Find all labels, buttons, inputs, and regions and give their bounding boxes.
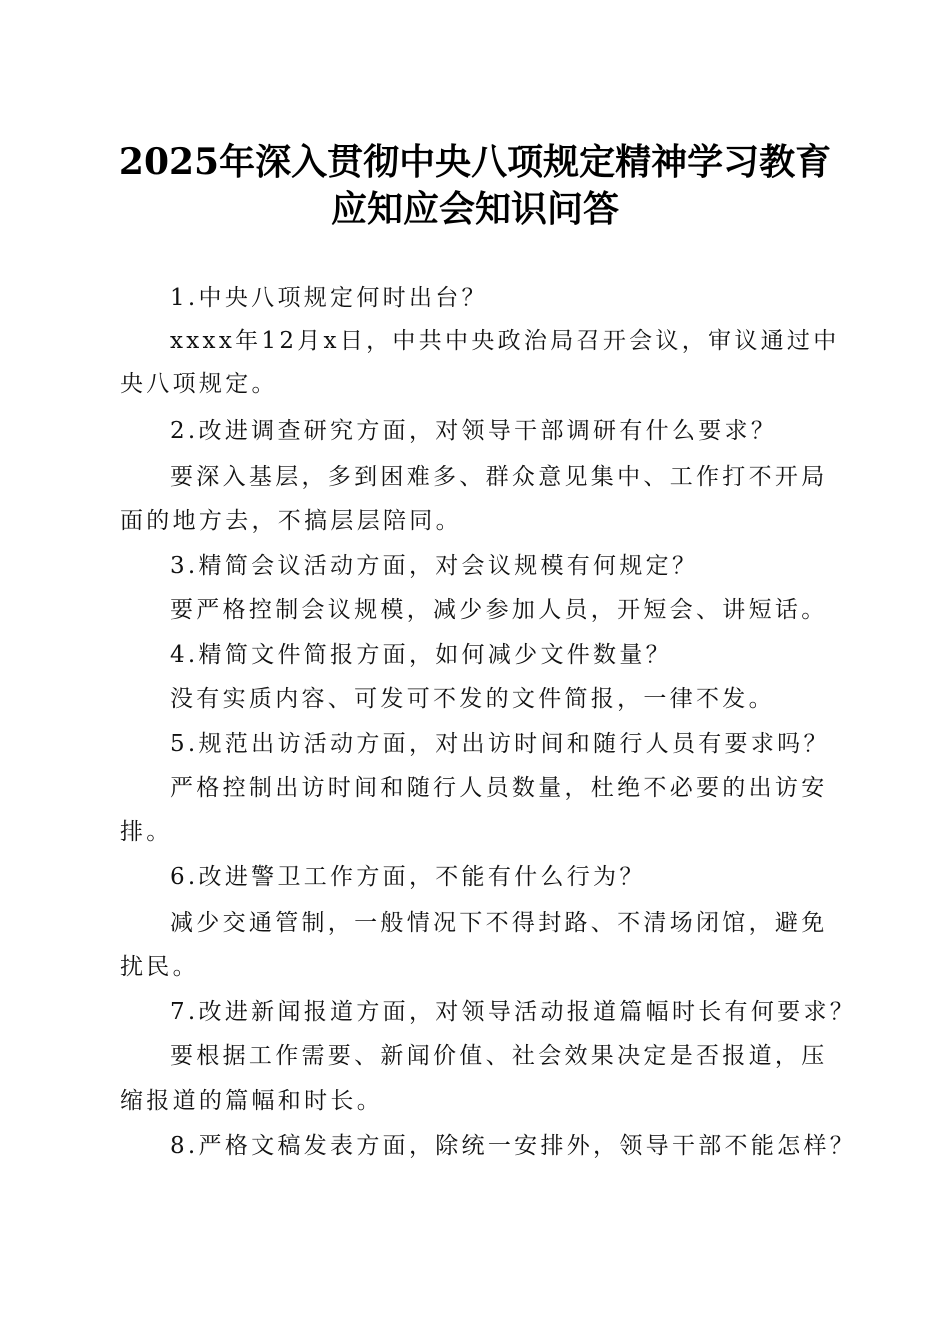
question-1: 1.中央八项规定何时出台？ [170,285,488,311]
question-4: 4.精简文件简报方面，如何减少文件数量？ [170,642,672,668]
answer-3: 要严格控制会议规模，减少参加人员，开短会、讲短话。 [170,597,828,623]
answer-4: 没有实质内容、可发可不发的文件简报，一律不发。 [170,686,775,712]
answer-7-line-1: 要根据工作需要、新闻价值、社会效果决定是否报道，压 [170,1043,828,1069]
answer-2-line-1: 要深入基层，多到困难多、群众意见集中、工作打不开局 [170,464,828,490]
question-3: 3.精简会议活动方面，对会议规模有何规定？ [170,553,699,579]
answer-5-line-1: 严格控制出访时间和随行人员数量，杜绝不必要的出访安 [170,775,828,801]
answer-6-line-2: 扰民。 [120,954,199,980]
question-6: 6.改进警卫工作方面，不能有什么行为？ [170,864,646,890]
question-8: 8.严格文稿发表方面，除统一安排外，领导干部不能怎样？ [170,1133,857,1159]
answer-1-line-1: xxxx年12月x日，中共中央政治局召开会议，审议通过中 [170,328,840,354]
answer-5-line-2: 排。 [120,819,173,845]
answer-7-line-2: 缩报道的篇幅和时长。 [120,1088,383,1114]
question-5: 5.规范出访活动方面，对出访时间和随行人员有要求吗？ [170,731,830,757]
document-title-line-2: 应知应会知识问答 [330,188,619,230]
question-2: 2.改进调查研究方面，对领导干部调研有什么要求？ [170,418,778,444]
document-title-line-1: 2025年深入贯彻中央八项规定精神学习教育 [118,141,832,183]
answer-6-line-1: 减少交通管制，一般情况下不得封路、不清场闭馆，避免 [170,910,828,936]
question-7: 7.改进新闻报道方面，对领导活动报道篇幅时长有何要求？ [170,999,857,1025]
answer-2-line-2: 面的地方去，不搞层层陪同。 [120,508,462,534]
answer-1-line-2: 央八项规定。 [120,371,278,397]
